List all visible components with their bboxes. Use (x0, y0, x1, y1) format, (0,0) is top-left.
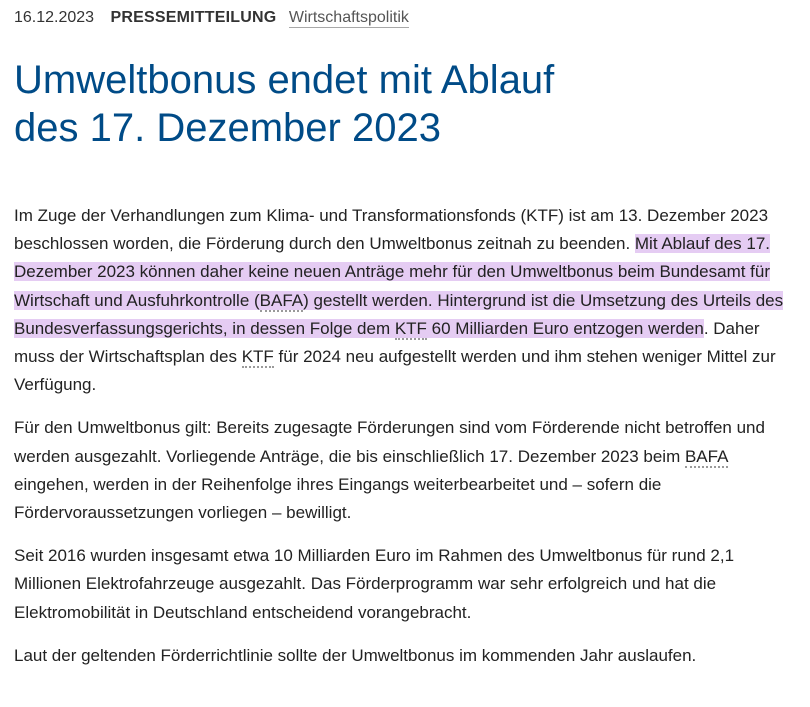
paragraph-2 (14, 414, 792, 527)
paragraph-1 (14, 202, 792, 399)
category-link[interactable]: Wirtschaftspolitik (288, 9, 409, 26)
article-body (14, 202, 792, 685)
highlighted-text-2: ) gestellt werden. Hintergrund ist die Umsetzung des Urteils des Bundesverfassungsgerichts, in dessen Folge dem (14, 290, 784, 338)
highlighted-text-3: 60 Milliarden Euro entzogen werden (426, 318, 704, 338)
abbr-ktf[interactable]: KTF (394, 318, 427, 338)
paragraph-1-text-c: für 2024 neu aufgestellt werden und ihm stehen weniger Mittel zur Verfügung. (14, 347, 776, 395)
paragraph-1-text-a: Im Zuge der Verhandlungen zum Klima- und Transformationsfonds (KTF) ist am 13. Dezember 2023 beschlossen worden, die Förderung durch den Umweltbonus zeitnah zu beenden. (14, 206, 769, 254)
paragraph-2-text-b: eingehen, werden in der Reihenfolge ihres Eingangs weiterbearbeitet und – sofern die Fördervoraussetzungen vorliegen – bewilligt. (14, 474, 662, 523)
abbr-bafa[interactable]: BAFA (259, 290, 304, 310)
highlighted-text-1: Mit Ablauf des 17. Dezember 2023 können daher keine neuen Anträge mehr für den Umweltbonus beim Bundesamt für Wirtschaft und Ausfuhrkontrolle ( (14, 234, 771, 310)
abbr-ktf-2[interactable]: KTF (241, 347, 274, 367)
paragraph-4: Laut der geltenden Förderrichtlinie sollte der Umweltbonus im kommenden Jahr auslaufen. (14, 645, 697, 665)
paragraph-3: Seit 2016 wurden insgesamt etwa 10 Milliarden Euro im Rahmen des Umweltbonus für rund 2,1 Millionen Elektrofahrzeuge ausgezahlt. Das Förderprogramm war sehr erfolgreich und hat die Elektromobilität in Deutschland entscheidend vorangebracht. (14, 546, 735, 622)
page-title-line-2: des 17. Dezember 2023 (14, 106, 441, 150)
paragraph-2-text-a: Für den Umweltbonus gilt: Bereits zugesagte Förderungen sind vom Förderende nicht betroffen und werden ausgezahlt. Vorliegende Anträge, die bis einschließlich 17. Dezember 2023 beim (14, 418, 765, 466)
paragraph-1-text-b: . Daher muss der Wirtschaftsplan des (14, 318, 760, 367)
page-title (14, 56, 774, 152)
abbr-bafa-2[interactable]: BAFA (684, 446, 728, 466)
article-meta (14, 7, 409, 29)
publication-date: 16.12.2023 (14, 9, 95, 26)
article-type-label: PRESSEMITTEILUNG (110, 9, 277, 26)
page-title-line-1: Umweltbonus endet mit Ablauf (14, 58, 555, 102)
